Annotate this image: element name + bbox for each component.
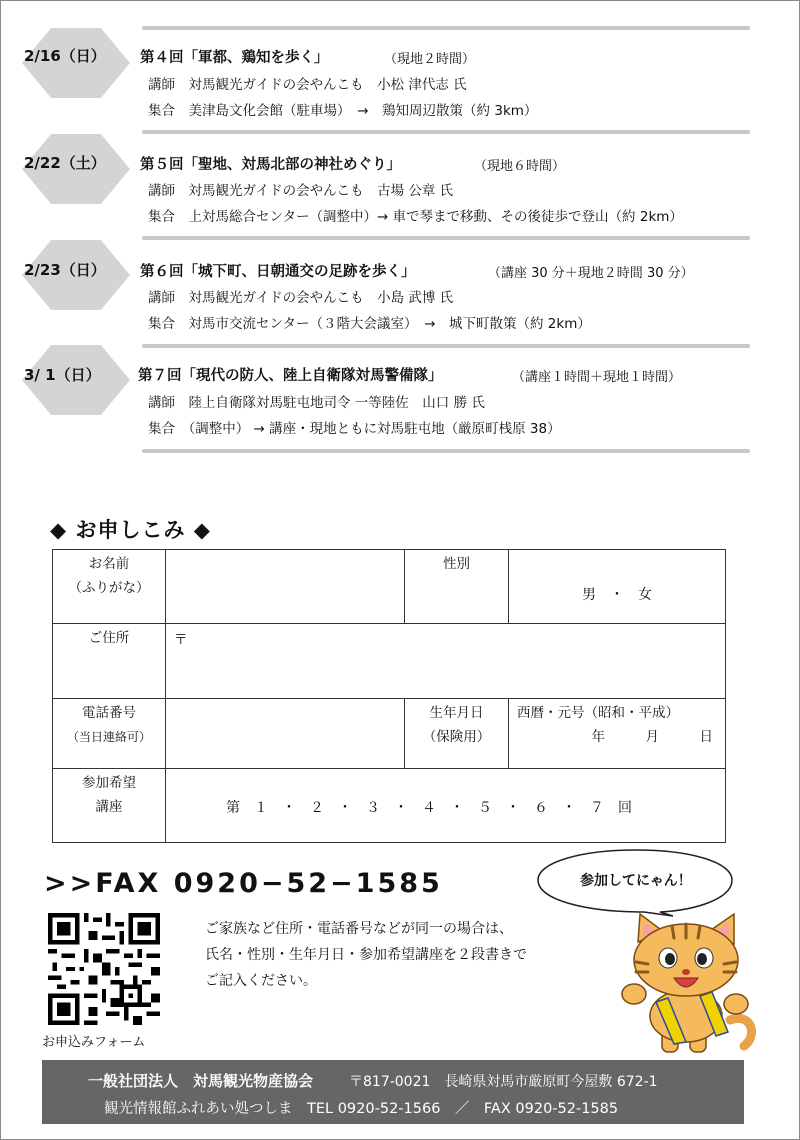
footer-contact: 観光情報館ふれあい処つしま TEL 0920-52-1566 ／ FAX 0920-52-1585 xyxy=(104,1101,619,1117)
gender-input-cell[interactable] xyxy=(509,550,726,624)
lecturer-label: 講師 xyxy=(148,183,175,199)
course-label-2: 講座 xyxy=(95,799,123,815)
note-line: ご記入ください。 xyxy=(205,973,317,989)
qr-caption: お申込みフォーム xyxy=(42,1035,146,1050)
footer xyxy=(42,1060,744,1124)
session-title: 第７回「現代の防人、陸上自衛隊対馬警備隊」 xyxy=(138,368,443,384)
birth-input-cell[interactable] xyxy=(509,699,726,769)
phone-input-cell[interactable] xyxy=(166,699,405,769)
session-duration: （講座１時間＋現地１時間） xyxy=(512,370,682,385)
session-date: 2/22（土） xyxy=(24,154,106,172)
schedule-divider xyxy=(142,130,750,134)
cat-mascot xyxy=(612,912,762,1062)
footer-org: 一般社団法人 対馬観光物産協会 xyxy=(88,1072,314,1090)
session-duration: （講座 30 分＋現地２時間 30 分） xyxy=(488,266,694,281)
session-title: 第６回「城下町、日朝通交の足跡を歩く」 xyxy=(140,264,416,280)
lecturer-name: 陸上自衛隊対馬駐屯地司令 一等陸佐 山口 勝 氏 xyxy=(188,395,485,411)
session-title: 第４回「軍都、鶏知を歩く」 xyxy=(140,50,329,66)
name-label: お名前 xyxy=(88,556,130,572)
meeting-label: 集合 xyxy=(148,421,175,437)
course-input-cell[interactable] xyxy=(166,769,726,843)
birth-label-cell xyxy=(405,699,509,769)
era-options: 西暦・元号（昭和・平成） xyxy=(517,705,679,721)
course-options: 第 １ ・ ２ ・ ３ ・ ４ ・ ５ ・ ６ ・ ７ 回 xyxy=(226,800,632,816)
lecturer-label: 講師 xyxy=(148,77,175,93)
speech-bubble-text: 参加してにゃん！ xyxy=(580,873,692,889)
meeting-place: 対馬市交流センター（３階大会議室） → 城下町散策（約 2km） xyxy=(188,316,591,332)
session-date: 2/16（日） xyxy=(24,47,106,65)
name-input-cell[interactable] xyxy=(166,550,405,624)
phone-label-cell xyxy=(53,699,166,769)
meeting-place: 上対馬総合センター（調整中）→ 車で琴まで移動、その後徒歩で登山（約 2km） xyxy=(188,209,683,225)
lecturer-name: 対馬観光ガイドの会やんこも 古場 公章 氏 xyxy=(188,183,454,199)
schedule-divider xyxy=(142,344,750,348)
meeting-label: 集合 xyxy=(148,103,175,119)
note-line: 氏名・性別・生年月日・参加希望講座を２段書きで xyxy=(205,947,527,963)
course-label-cell xyxy=(53,769,166,843)
session-date: 2/23（日） xyxy=(24,261,106,279)
schedule-divider xyxy=(142,449,750,453)
meeting-place: （調整中） → 講座・現地ともに対馬駐屯地（厳原町桟原 38） xyxy=(188,421,561,437)
phone-sub-label: （当日連絡可） xyxy=(66,730,151,744)
meeting-label: 集合 xyxy=(148,316,175,332)
lecturer-label: 講師 xyxy=(148,395,175,411)
session-date: 3/ 1（日） xyxy=(24,366,101,384)
fax-number: >>FAX 0920−52−1585 xyxy=(44,868,443,899)
birth-sub-label: （保険用） xyxy=(422,729,491,745)
session-meeting xyxy=(148,99,537,119)
lecturer-name: 対馬観光ガイドの会やんこも 小島 武博 氏 xyxy=(188,290,454,306)
birth-label: 生年月日 xyxy=(429,705,484,721)
qr-code-image xyxy=(48,913,160,1025)
address-label: ご住所 xyxy=(53,624,166,699)
lecturer-label: 講師 xyxy=(148,290,175,306)
session-lecturer xyxy=(148,179,453,199)
lecturer-name: 対馬観光ガイドの会やんこも 小松 津代志 氏 xyxy=(188,77,467,93)
gender-options: 男 ・ 女 xyxy=(582,587,652,603)
session-duration: （現地２時間） xyxy=(384,52,476,67)
application-heading: ◆ お申しこみ ◆ xyxy=(50,518,211,542)
address-input-cell[interactable] xyxy=(166,624,726,699)
qr-code[interactable] xyxy=(48,913,160,1025)
session-meeting xyxy=(148,417,561,437)
session-title: 第５回「聖地、対馬北部の神社めぐり」 xyxy=(140,157,401,173)
note-line: ご家族など住所・電話番号などが同一の場合は、 xyxy=(205,921,513,937)
session-lecturer xyxy=(148,391,485,411)
schedule-divider xyxy=(142,236,750,240)
session-meeting xyxy=(148,205,683,225)
gender-label: 性別 xyxy=(405,550,509,624)
schedule-divider xyxy=(142,26,750,30)
postal-mark: 〒 xyxy=(174,632,188,648)
session-lecturer xyxy=(148,73,467,93)
name-label-cell xyxy=(53,550,166,624)
phone-label: 電話番号 xyxy=(82,705,136,721)
session-lecturer xyxy=(148,286,453,306)
meeting-place: 美津島文化会館（駐車場） → 鶏知周辺散策（約 3km） xyxy=(188,103,538,119)
session-meeting xyxy=(148,312,591,332)
date-format: 年 月 日 xyxy=(591,729,713,745)
course-label: 参加希望 xyxy=(82,775,136,791)
name-sub-label: （ふりがな） xyxy=(68,580,150,596)
footer-address: 〒817-0021 長崎県対馬市厳原町今屋敷 672-1 xyxy=(349,1074,658,1090)
meeting-label: 集合 xyxy=(148,209,175,225)
application-form xyxy=(52,549,726,843)
session-duration: （現地６時間） xyxy=(474,159,566,174)
